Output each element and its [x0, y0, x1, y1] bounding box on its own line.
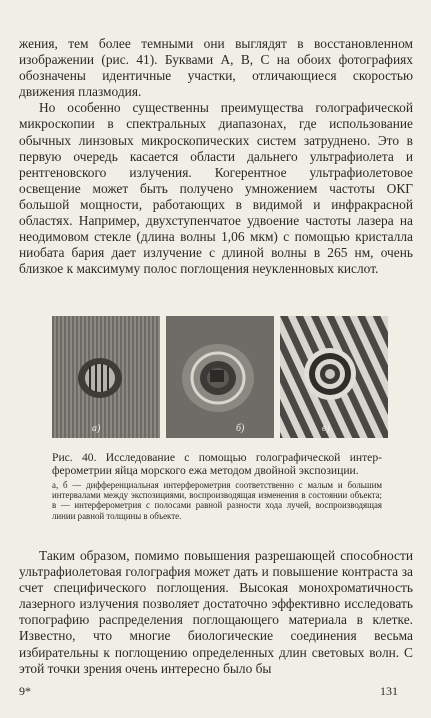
- panel-label: б): [236, 423, 245, 434]
- interferogram-image: [166, 316, 274, 438]
- figure-panel-b: [166, 316, 274, 438]
- interferogram-image: [280, 316, 388, 438]
- figure-40: [52, 316, 388, 438]
- paragraph: Таким образом, помимо повышения разрешающей способности ультрафиолетовая голография может дать и повышение контраста за счет специфического поглощения. Высокая монохроматичность лазерного излучения позволяет достаточно эффективно исследовать топографию распределения поглощающего материала в клетке. Известно, что многие биологические соединения весьма избирательны к поглощению определенных длин световых волн. С этой точки зрения очень интересно было бы: [19, 548, 413, 676]
- page-number: 131: [380, 684, 398, 698]
- interferogram-image: [52, 316, 160, 438]
- caption-note: а, б — дифференциальная интерферометрия соответственно с малым и большим интервалами между экспозициями, воспроизводящая изменения в состоянии объекта; в — интерферометрия с полосами равной разности хода лучей, воспроизводящая линии равной толщины в объекте.: [52, 480, 382, 521]
- body-text-bottom: [19, 548, 413, 677]
- figure-caption: [52, 451, 382, 521]
- figure-panel-c: [280, 316, 388, 438]
- signature-mark: 9*: [19, 684, 31, 698]
- body-text-top: [19, 36, 413, 277]
- panel-label: в): [322, 423, 330, 434]
- figure-panel-a: [52, 316, 160, 438]
- caption-title: Рис. 40. Исследование с помощью голографической интерферометрии яйца морского ежа методом двойной экспозиции.: [52, 451, 382, 477]
- paragraph: жения, тем более темными они выглядят в восстановленном изображении (рис. 41). Буквами А, В, С на обоих фотографиях обозначены идентичные участки, отличающиеся скоростью движения плазмодия.: [19, 36, 413, 100]
- panel-label: а): [92, 423, 101, 434]
- paragraph: Но особенно существенны преимущества голографической микроскопии в спектральных диапазонах, где использование обычных линзовых микроскопических систем затруднено. Это в первую очередь касается области дальнего ультрафиолета и рентгеновского излучения. Когерентное ультрафиолетовое освещение может быть получено умножением частоты ОКГ большой мощности, работающих в видимой и инфракрасной областях. Например, двухступенчатое удвоение частоты лазера на неодимовом стекле (длина волны 1,06 мкм) с помощью кристалла ниобата бария дает излучение с длиной волны в 265 нм, очень близкое к максимуму полос поглощения неукленновых кислот.: [19, 100, 413, 277]
